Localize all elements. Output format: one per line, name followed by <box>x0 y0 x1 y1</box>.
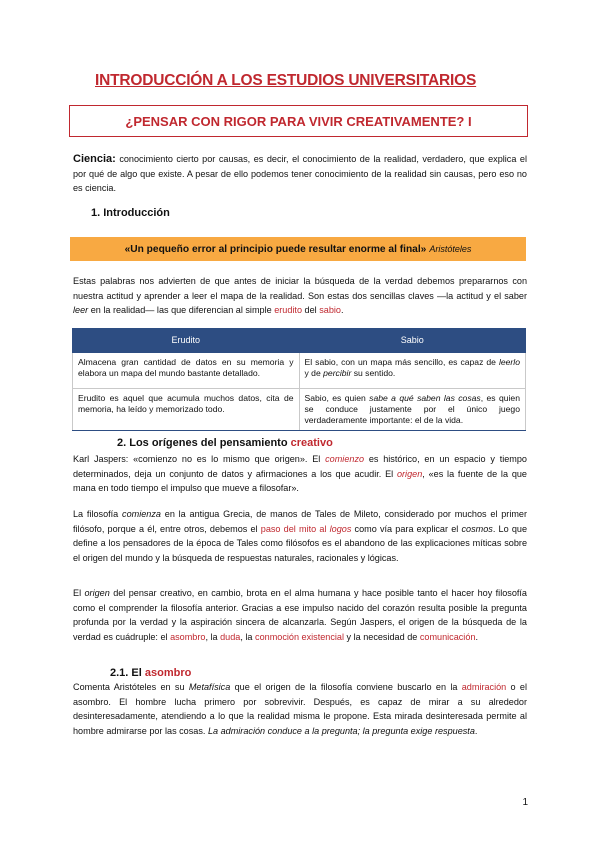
p2-h: . Lo que define a los pensadores de la época de Tales como filósofos es el abandono de las explicaciones míticas sobre el origen del mundo y la búsqueda de respuestas naturales, racionales y lógicas. <box>73 523 527 563</box>
cell-sabio-2 <box>299 389 526 431</box>
p2-cosmos: cosmos <box>461 523 493 534</box>
cell-sabio-1-a: El sabio, con un mapa más sencillo, es capaz de <box>304 357 499 367</box>
cell-sabio-2-a: Sabio, es quien <box>304 393 370 403</box>
section-2-1-heading-red: asombro <box>144 667 192 679</box>
p3-a: El <box>73 588 85 598</box>
p3-conmocion: conmoción existencial <box>255 631 344 642</box>
s21-g: . <box>474 725 478 736</box>
quote-text: «Un pequeño error al principio puede resultar enorme al final» <box>124 243 427 255</box>
document-title: INTRODUCCIÓN A LOS ESTUDIOS UNIVERSITARIOS <box>95 72 477 89</box>
intro-leer: leer <box>73 305 89 316</box>
p2-comienza: comienza <box>122 509 161 519</box>
ciencia-term: Ciencia: <box>73 153 116 165</box>
subtitle-box <box>69 105 528 137</box>
subtitle: ¿PENSAR CON RIGOR PARA VIVIR CREATIVAMENTE? I <box>125 113 472 129</box>
intro-end: . <box>340 305 344 316</box>
s21-quote: La admiración conduce a la pregunta; la pregunta exige respuesta <box>207 725 475 736</box>
page-number: 1 <box>522 797 528 808</box>
p1-a: Karl Jaspers: «comienzo no es lo mismo que origen». El <box>73 454 326 464</box>
p3-origen: origen <box>84 588 110 598</box>
p3-k: . <box>475 631 478 642</box>
cell-sabio-1 <box>299 353 526 389</box>
p3-i: y la necesidad de <box>344 631 420 642</box>
section-2-heading <box>117 437 333 449</box>
p3-c: del pensar creativo, en cambio, brota en el alma humana y hace posible tanto el hacer hoy filosofía como el comprender la filosofía anterior. Gracias a ese impulso nacido del corazón resulta posible la pregunta profunda por la verdad y la aspiración sincera de alcanzarla. Según Jaspers, el origen de la búsqueda de la verdad es cuádruple: el <box>73 588 527 642</box>
section-1-heading: 1. Introducción <box>91 207 170 219</box>
intro-text-1: Estas palabras nos advierten de que antes de iniciar la búsqueda de la verdad debemos prepararnos con nuestra actitud y aprender a leer el mapa de la realidad. Son estas dos sencillas claves —la actitud y el saber <box>73 276 527 301</box>
table-row <box>73 353 526 389</box>
intro-sabio: sabio <box>319 305 341 316</box>
cell-sabio-1-c: y de <box>304 368 324 378</box>
section-2-heading-text: 2. Los orígenes del pensamiento <box>117 437 291 449</box>
cell-sabio-1-e: su sentido. <box>351 368 396 378</box>
header-erudito: Erudito <box>73 329 300 353</box>
intro-erudito: erudito <box>274 305 303 316</box>
cell-sabio-1-b: leerlo <box>498 357 520 367</box>
s21-metafisica: Metafísica <box>188 682 231 692</box>
s21-e: o el asombro. El hombre lucha primero por sobrevivir. Después, es capaz de mirar a su alrededor desinteresadamente, atendiendo a lo que la realidad misma le propone. Esta mirada desinteresada permite al hombre admirarse por las cosas. <box>73 682 527 736</box>
jaspers-paragraph <box>73 452 527 496</box>
section-2-1-heading <box>110 667 191 679</box>
cell-sabio-2-b: sabe a qué saben las cosas <box>369 393 481 403</box>
quote-author: Aristóteles <box>429 244 472 254</box>
p3-asombro: asombro <box>170 631 206 642</box>
p1-c: es histórico, en un espacio y tiempo determinados, deja un conjunto de datos y afirmaciones a los que acudir. El <box>73 454 527 479</box>
table-row <box>73 389 526 431</box>
p2-c: en la antigua Grecia, de manos de Tales de Mileto, considerado por muchos el primer filósofo, porque a él, entre otros, debemos el <box>73 509 527 534</box>
p1-origen: origen <box>396 468 423 479</box>
p2-paso-mito: paso del mito al <box>260 523 330 534</box>
ciencia-definition <box>73 152 527 196</box>
s21-admiracion: admiración <box>461 682 507 692</box>
intro-paragraph <box>73 274 527 318</box>
cell-sabio-1-d: percibir <box>323 368 352 378</box>
p3-duda: duda <box>220 631 241 642</box>
p1-comienzo: comienzo <box>325 454 365 464</box>
cell-erudito-2: Erudito es aquel que acumula muchos datos, cita de memoria, ha leído y memorizado todo. <box>73 389 300 431</box>
quote-banner <box>70 237 526 261</box>
header-sabio: Sabio <box>299 329 526 353</box>
p2-logos: logos <box>329 523 352 534</box>
p3-comunicacion: comunicación <box>419 631 476 642</box>
intro-text-3: del <box>302 305 320 316</box>
cell-sabio-2-c: , es quien se conduce justamente por el único juego verdaderamente importante: el de la vida. <box>304 393 520 425</box>
p3-g: , la <box>240 631 256 642</box>
section-2-heading-red: creativo <box>290 437 333 449</box>
p2-a: La filosofía <box>73 509 123 519</box>
cell-erudito-1: Almacena gran cantidad de datos en su memoria y elabora un mapa del mundo bastante detallado. <box>73 353 300 389</box>
s21-a: Comenta Aristóteles en su <box>73 682 189 692</box>
intro-text-2: en la realidad— las que diferencian al simple <box>88 305 275 316</box>
comparison-table <box>72 328 526 431</box>
origen-paragraph <box>73 586 527 644</box>
p1-e: , «es la fuente de la que mana en todo tiempo el impulso que mueve a filosofar». <box>73 468 527 494</box>
s21-c: que el origen de la filosofía conviene buscarlo en la <box>230 682 462 692</box>
ciencia-text: conocimiento cierto por causas, es decir, el conocimiento de la realidad, verdadero, que explica el por qué de algo que existe. A pesar de ello podemos tener conocimiento de la realidad sin causas, pero eso no es ciencia. <box>73 154 528 194</box>
table-header-row <box>73 329 526 353</box>
p2-f: como vía para explicar el <box>351 523 462 534</box>
asombro-paragraph <box>73 680 527 738</box>
section-2-1-heading-text: 2.1. El <box>110 667 145 679</box>
grecia-paragraph <box>73 507 527 565</box>
p3-e: , la <box>205 631 221 642</box>
